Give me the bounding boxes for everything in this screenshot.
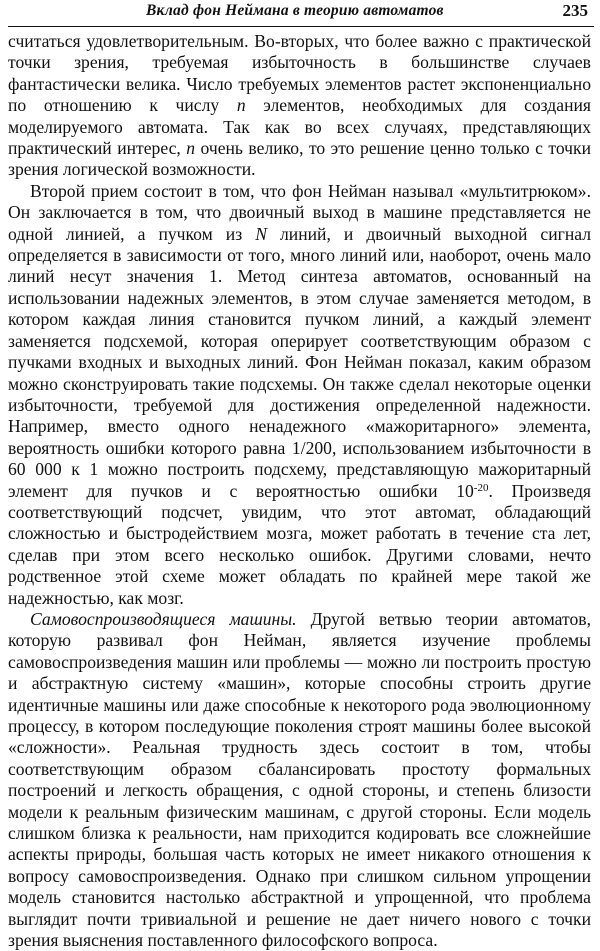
paragraph-1-text: считаться удовлетворительным. Во-вторых, что более важно с практической точки зрения, требуемая избыточность в большинстве случаев фантастически велика. Число требуемых элементов растет экспоненциально по отношению к числу: [8, 31, 591, 116]
section-run-in-heading: Самовоспроизводящиеся машины.: [30, 608, 297, 629]
paragraph-1-text-c: очень велико, то это решение ценно только с точки зрения логической возможности.: [8, 138, 591, 180]
variable-N: N: [255, 223, 267, 244]
body-text: [8, 31, 592, 951]
paragraph-1: [8, 31, 591, 181]
paragraph-2: [8, 181, 591, 609]
page-number: 235: [562, 1, 588, 20]
running-title: Вклад фон Неймана в теорию автоматов: [146, 2, 444, 19]
variable-n: n: [186, 138, 196, 159]
paragraph-1-text-b: элементов, необходимых для создания моделируемого автомата. Так как во всех случаях, представляющих практический интерес,: [8, 95, 591, 159]
paragraph-3: [8, 609, 591, 951]
paragraph-3-text: Другой ветвью теории автоматов, которую развивал фон Нейман, является изучение проблемы самовоспроизведения машин или проблемы — можно ли построить простую и абстрактную систему «машин», которые способны строить другие идентичные машины или даже способные к некоторого рода эволюционному процессу, в котором последующие поколения строят машины более высокой «сложности». Реальная трудность здесь состоит в том, чтобы соответствующим образом сбалансировать простоту формальных построений и легкость обращения, с одной стороны, и степень близости модели к реальным физическим машинам, с другой стороны. Если модель слишком близка к реальности, нам приходится кодировать все сложнейшие аспекты природы, большая часть которых не имеет никакого отношения к вопросу самовоспроизведения. Однако при слишком сильном упрощении модель становится настолько абстрактной и упрощенной, что проблема выглядит почти тривиальной и решение не дает ничего нового с точки зрения выяснения поставленного философского вопроса.: [8, 608, 591, 951]
paragraph-2-text-c: . Произведя соответствующий подсчет, увидим, что этот автомат, обладающий сложностью и быстродействием мозга, может работать в течение ста лет, сделав при этом всего несколько ошибок. Другими словами, нечто родственное этой схеме может обладать по крайней мере такой же надежностью, как мозг.: [8, 480, 591, 608]
exponent: -20: [473, 481, 489, 494]
paragraph-2-text: Второй прием состоит в том, что фон Нейман называл «мультитрюком». Он заключается в том, что двоичный выход в машине представляется не одной линией, а пучком из: [8, 180, 591, 244]
variable-n: n: [236, 95, 246, 116]
paragraph-2-text-b: линий, и двоичный выходной сигнал определяется в зависимости от того, много линий или, наоборот, очень мало линий несут значения 1. Метод синтеза автоматов, основанный на использовании надежных элементов, в этом случае заменяется методом, в котором каждая линия становится пучком линий, а каждый элемент заменяется подсхемой, которая оперирует соответствующим образом с пучками входных и выходных линий. Фон Нейман показал, каким образом можно сконструировать такие подсхемы. Он также сделал некоторые оценки избыточности, требуемой для достижения определенной надежности. Например, вместо одного ненадежного «мажоритарного» элемента, вероятность ошибки которого равна 1/200, использованием избыточности в 60 000 к 1 можно построить подсхему, представляющую мажоритарный элемент для пучков и с вероятностью ошибки 10: [8, 223, 592, 501]
page-header: [8, 0, 594, 27]
